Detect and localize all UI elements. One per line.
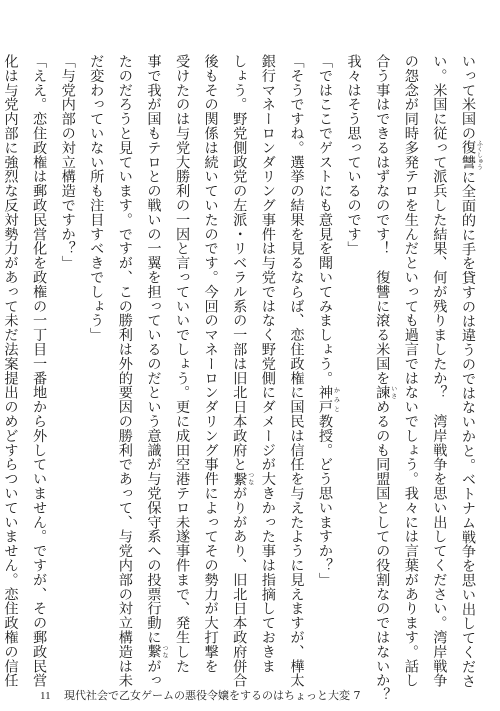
text-line xyxy=(225,54,254,688)
text-line xyxy=(425,54,454,688)
text-line xyxy=(339,54,368,680)
text-line xyxy=(310,54,339,680)
line-text: だ変わっていない所も注目すべきでしょう」 xyxy=(88,54,105,342)
line-text: 銀行マネーロンダリング事件は与党ではなく野党側にダメージが大きかった事は指摘しておきま xyxy=(259,54,276,674)
text-line xyxy=(453,54,483,689)
ruby-reading: つな xyxy=(160,644,168,659)
line-text: 化は与党内部に強烈な反対勢力があって未だ法案提出のめどすらついていません。恋住政権の信任 xyxy=(2,54,19,688)
line-text: いって米国の xyxy=(460,54,476,141)
ruby-reading: つな xyxy=(246,471,254,486)
line-text: がりがあり、旧北日本政府併合 xyxy=(231,486,248,688)
text-line xyxy=(53,54,82,680)
line-text: の怨念が同時多発テロを生んだといっても過言ではないでしょう。我々には言葉があります。話し xyxy=(402,54,419,688)
ruby-word xyxy=(460,140,483,171)
line-text: しょう。野党側政党の左派・リベラル系の一部は旧北日本政府と xyxy=(231,54,248,472)
text-line xyxy=(0,54,25,688)
line-text: 「そうですね。選挙の結果を見るならば、恋住政権に国民は信任を与えたように見えますが、樺太 xyxy=(288,54,305,688)
text-line xyxy=(139,54,168,688)
line-text: 合う事はできるはずなのです！ 復讐に滾る米国を xyxy=(374,54,391,386)
text-line xyxy=(368,54,397,703)
page-number: 11 xyxy=(40,690,51,702)
line-text: 「与党内部の対立構造ですか？」 xyxy=(59,54,76,270)
ruby-base: 繋 xyxy=(145,644,162,659)
ruby-word xyxy=(317,385,340,415)
ruby-base: 諫 xyxy=(374,385,391,400)
ruby-reading: かみと xyxy=(332,385,340,415)
text-line xyxy=(82,54,111,680)
text-line xyxy=(253,54,282,680)
line-text: 後もその関係は続いていたのです。今回のマネーロンダリング事件によってその勢力が大打撃を xyxy=(202,54,219,674)
ruby-word xyxy=(231,471,254,487)
running-title: 現代社会で乙女ゲームの悪役令嬢をするのはちょっと大変 7 xyxy=(64,689,361,702)
ruby-reading: ふくしゅう xyxy=(475,140,483,171)
line-text: 教授。どう思いますか？」 xyxy=(317,414,334,587)
ruby-base: 復讐 xyxy=(460,140,476,171)
ruby-base: 繋 xyxy=(231,471,248,487)
line-text: 「ではここでゲストにも意見を聞いてみましょう。 xyxy=(317,54,334,386)
line-text: い。米国に従って派兵した結果、何が残りましたか？ 湾岸戦争を思い出してください。湾岸戦争 xyxy=(431,54,448,688)
line-text: がっ xyxy=(145,658,162,688)
page-footer xyxy=(40,689,361,703)
text-line xyxy=(25,54,54,688)
line-text: 事で我が国もテロとの戦いの一翼を担っているのだという意識が与党保守系への投票行動に xyxy=(145,54,162,645)
ruby-reading: いさ xyxy=(389,385,397,400)
text-line xyxy=(110,54,139,688)
text-line xyxy=(167,54,196,680)
ruby-word xyxy=(374,385,397,400)
text-line xyxy=(282,54,311,688)
ruby-word xyxy=(145,644,168,659)
line-text: めるのも同盟国としての役割なのではないか？ xyxy=(374,399,391,703)
line-text: 「ええ。恋住政権は郵政民営化を政権の一丁目一番地から外していません。ですが、その郵政民営 xyxy=(31,54,48,688)
ruby-base: 神戸 xyxy=(317,385,334,415)
line-text: たのだろうと見ています。ですが、この勝利は外的要因の勝利であって、与党内部の対立構造は未 xyxy=(116,54,133,688)
text-line xyxy=(196,54,225,680)
line-text: 我々はそう思っているのです」 xyxy=(345,54,362,256)
line-text: に全面的に手を貸すのは違うのではないかと。ベトナム戦争を思い出してくださ xyxy=(460,169,476,689)
line-text: 受けたのは与党大勝利の一因と言っていいでしょう。更に成田空港テロ未遂事件まで、発生した xyxy=(174,54,191,674)
text-line xyxy=(396,54,425,688)
